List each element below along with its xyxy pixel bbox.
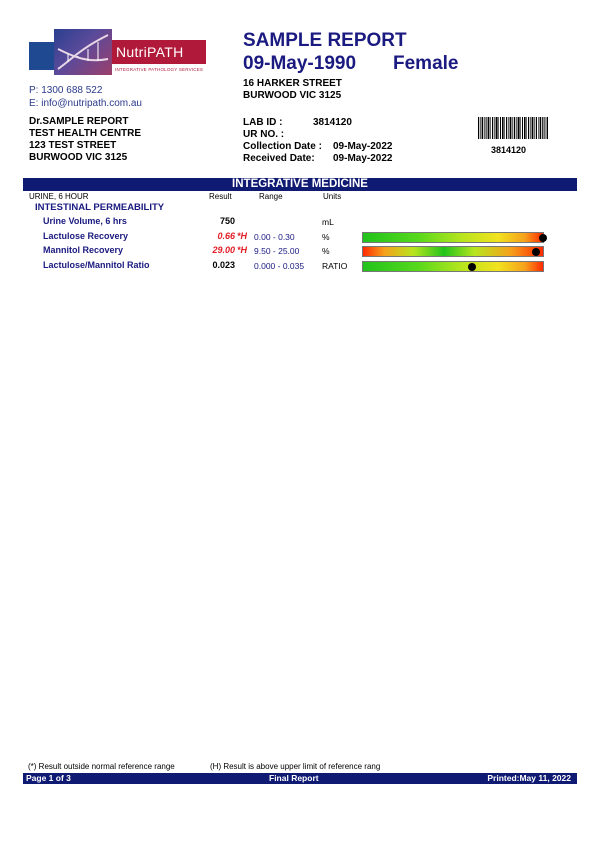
test-name: Lactulose Recovery (43, 231, 129, 241)
test-flag: *H (237, 245, 248, 255)
result-marker-dot (532, 248, 540, 256)
specimen-label: URINE, 6 HOUR (29, 192, 89, 201)
test-result: 750 (219, 216, 235, 226)
printed-date: Printed:May 11, 2022 (487, 773, 571, 783)
column-header-range: Range (259, 192, 283, 201)
lab-id-value: 3814120 (313, 117, 352, 128)
collection-date-value: 09-May-2022 (333, 141, 393, 152)
test-unit: RATIO (322, 261, 348, 271)
patient-sex: Female (393, 53, 459, 74)
test-result: 0.66 (217, 231, 235, 241)
footnote-outside-range: (*) Result outside normal reference range (28, 762, 175, 771)
patient-address-line1: 16 HARKER STREET (243, 78, 342, 89)
footnote-high-flag: (H) Result is above upper limit of reference rang (210, 762, 381, 771)
test-range: 9.50 - 25.00 (254, 246, 300, 256)
lab-id-label: LAB ID : (243, 117, 283, 128)
test-name: Mannitol Recovery (43, 245, 124, 255)
column-header-result: Result (209, 192, 232, 201)
result-gauge-bar (362, 232, 544, 243)
result-marker-dot (468, 263, 476, 271)
nutripath-logo (29, 29, 209, 75)
logo-tagline: INTEGRATIVE PATHOLOGY SERVICES (115, 67, 204, 72)
page-number: Page 1 of 3 (26, 773, 71, 783)
email-link[interactable]: E: info@nutripath.com.au (29, 98, 142, 109)
patient-dob: 09-May-1990 (243, 53, 357, 74)
column-header-units: Units (323, 192, 342, 201)
barcode-number: 3814120 (491, 145, 527, 155)
result-marker-dot (539, 234, 547, 242)
phone-text: P: 1300 688 522 (29, 85, 103, 96)
received-date-value: 09-May-2022 (333, 153, 393, 164)
test-result: 0.023 (212, 260, 235, 270)
doctor-name: Dr.SAMPLE REPORT (29, 116, 129, 127)
received-date-label: Received Date: (243, 153, 315, 164)
doctor-suburb: BURWOOD VIC 3125 (29, 152, 128, 163)
test-unit: mL (322, 217, 334, 227)
logo-wordmark: NutriPATH (112, 40, 206, 64)
barcode-icon (478, 117, 548, 139)
test-name: Urine Volume, 6 hrs (43, 216, 127, 226)
test-flag: *H (237, 231, 248, 241)
test-range: 0.00 - 0.30 (254, 232, 295, 242)
doctor-centre: TEST HEALTH CENTRE (29, 128, 142, 139)
page-footer (23, 773, 577, 784)
section-banner: INTEGRATIVE MEDICINE (23, 178, 577, 191)
test-name: Lactulose/Mannitol Ratio (43, 260, 150, 270)
test-result: 29.00 (212, 245, 235, 255)
result-gauge-bar (362, 246, 544, 257)
test-unit: % (322, 246, 330, 256)
collection-date-label: Collection Date : (243, 141, 322, 152)
panel-title: INTESTINAL PERMEABILITY (35, 202, 165, 213)
report-status: Final Report (269, 773, 319, 783)
result-gauge-bar (362, 261, 544, 272)
test-range: 0.000 - 0.035 (254, 261, 305, 271)
report-title: SAMPLE REPORT (243, 30, 407, 51)
patient-address-line2: BURWOOD VIC 3125 (243, 90, 342, 101)
ur-no-label: UR NO. : (243, 129, 285, 140)
dna-helix-icon (54, 29, 112, 75)
doctor-street: 123 TEST STREET (29, 140, 117, 151)
test-unit: % (322, 232, 330, 242)
